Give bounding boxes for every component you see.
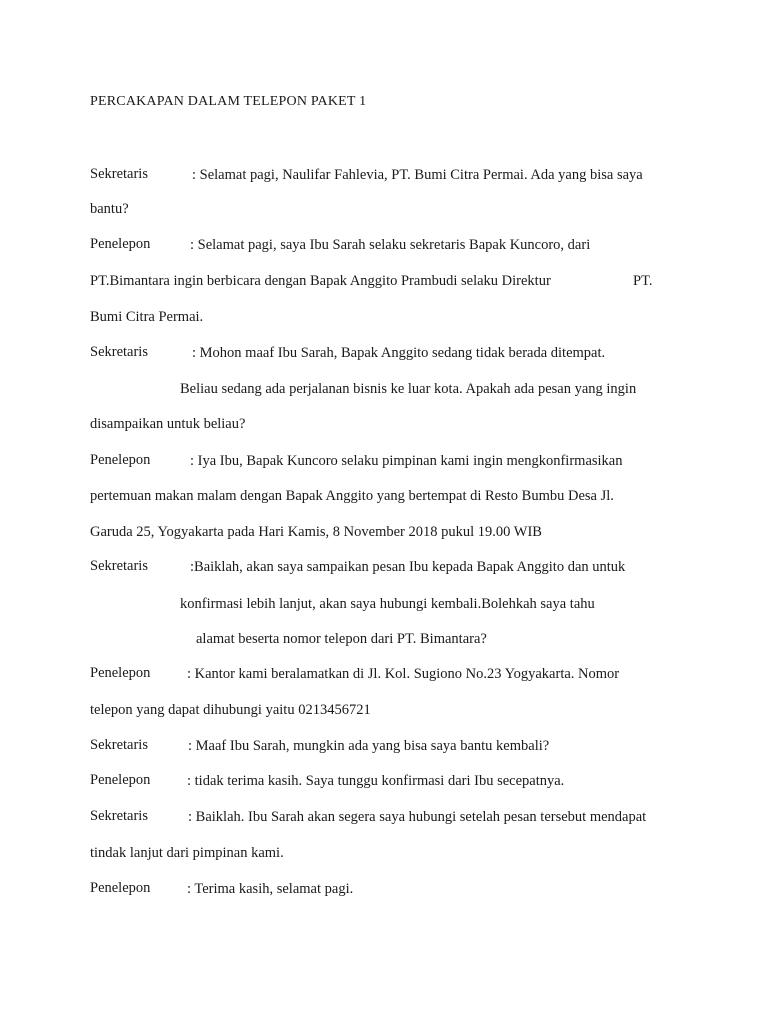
- dialogue-line: Beliau sedang ada perjalanan bisnis ke luar kota. Apakah ada pesan yang ingin: [180, 381, 637, 397]
- speaker-label: Sekretaris: [90, 808, 148, 824]
- dialogue-line: Garuda 25, Yogyakarta pada Hari Kamis, 8 November 2018 pukul 19.00 WIB: [90, 524, 542, 540]
- dialogue-line: : Maaf Ibu Sarah, mungkin ada yang bisa saya bantu kembali?: [188, 738, 550, 754]
- speaker-label: Sekretaris: [90, 558, 148, 574]
- dialogue-line: : Baiklah. Ibu Sarah akan segera saya hubungi setelah pesan tersebut mendapat: [188, 809, 647, 825]
- dialogue-line: PT.Bimantara ingin berbicara dengan Bapak Anggito Prambudi selaku Direktur: [90, 273, 551, 289]
- dialogue-line: Bumi Citra Permai.: [90, 309, 204, 325]
- speaker-label: Sekretaris: [90, 737, 148, 753]
- dialogue-line-extra: PT.: [633, 273, 653, 289]
- dialogue-line: : Iya Ibu, Bapak Kuncoro selaku pimpinan kami ingin mengkonfirmasikan: [190, 453, 623, 469]
- dialogue-line: : Terima kasih, selamat pagi.: [187, 881, 354, 897]
- speaker-label: Sekretaris: [90, 344, 148, 360]
- dialogue-line: pertemuan makan malam dengan Bapak Anggito yang bertempat di Resto Bumbu Desa Jl.: [90, 488, 614, 504]
- dialogue-line: : Mohon maaf Ibu Sarah, Bapak Anggito sedang tidak berada ditempat.: [192, 345, 606, 361]
- dialogue-line: alamat beserta nomor telepon dari PT. Bimantara?: [196, 631, 487, 647]
- dialogue-line: tindak lanjut dari pimpinan kami.: [90, 845, 284, 861]
- dialogue-line: : Kantor kami beralamatkan di Jl. Kol. Sugiono No.23 Yogyakarta. Nomor: [187, 666, 620, 682]
- speaker-label: Penelepon: [90, 452, 151, 468]
- dialogue-line: disampaikan untuk beliau?: [90, 416, 246, 432]
- dialogue-line: telepon yang dapat dihubungi yaitu 0213456721: [90, 702, 371, 718]
- dialogue-line: bantu?: [90, 201, 129, 217]
- speaker-label: Penelepon: [90, 880, 151, 896]
- speaker-label: Penelepon: [90, 665, 151, 681]
- speaker-label: Penelepon: [90, 772, 151, 788]
- speaker-label: Penelepon: [90, 236, 151, 252]
- dialogue-line: : Selamat pagi, saya Ibu Sarah selaku sekretaris Bapak Kuncoro, dari: [190, 237, 591, 253]
- speaker-label: Sekretaris: [90, 166, 148, 182]
- dialogue-line: : Selamat pagi, Naulifar Fahlevia, PT. Bumi Citra Permai. Ada yang bisa saya: [192, 167, 643, 183]
- document-title: PERCAKAPAN DALAM TELEPON PAKET 1: [90, 94, 367, 109]
- dialogue-line: : tidak terima kasih. Saya tunggu konfirmasi dari Ibu secepatnya.: [187, 773, 565, 789]
- dialogue-line: :Baiklah, akan saya sampaikan pesan Ibu kepada Bapak Anggito dan untuk: [190, 559, 626, 575]
- dialogue-line: konfirmasi lebih lanjut, akan saya hubungi kembali.Bolehkah saya tahu: [180, 596, 595, 612]
